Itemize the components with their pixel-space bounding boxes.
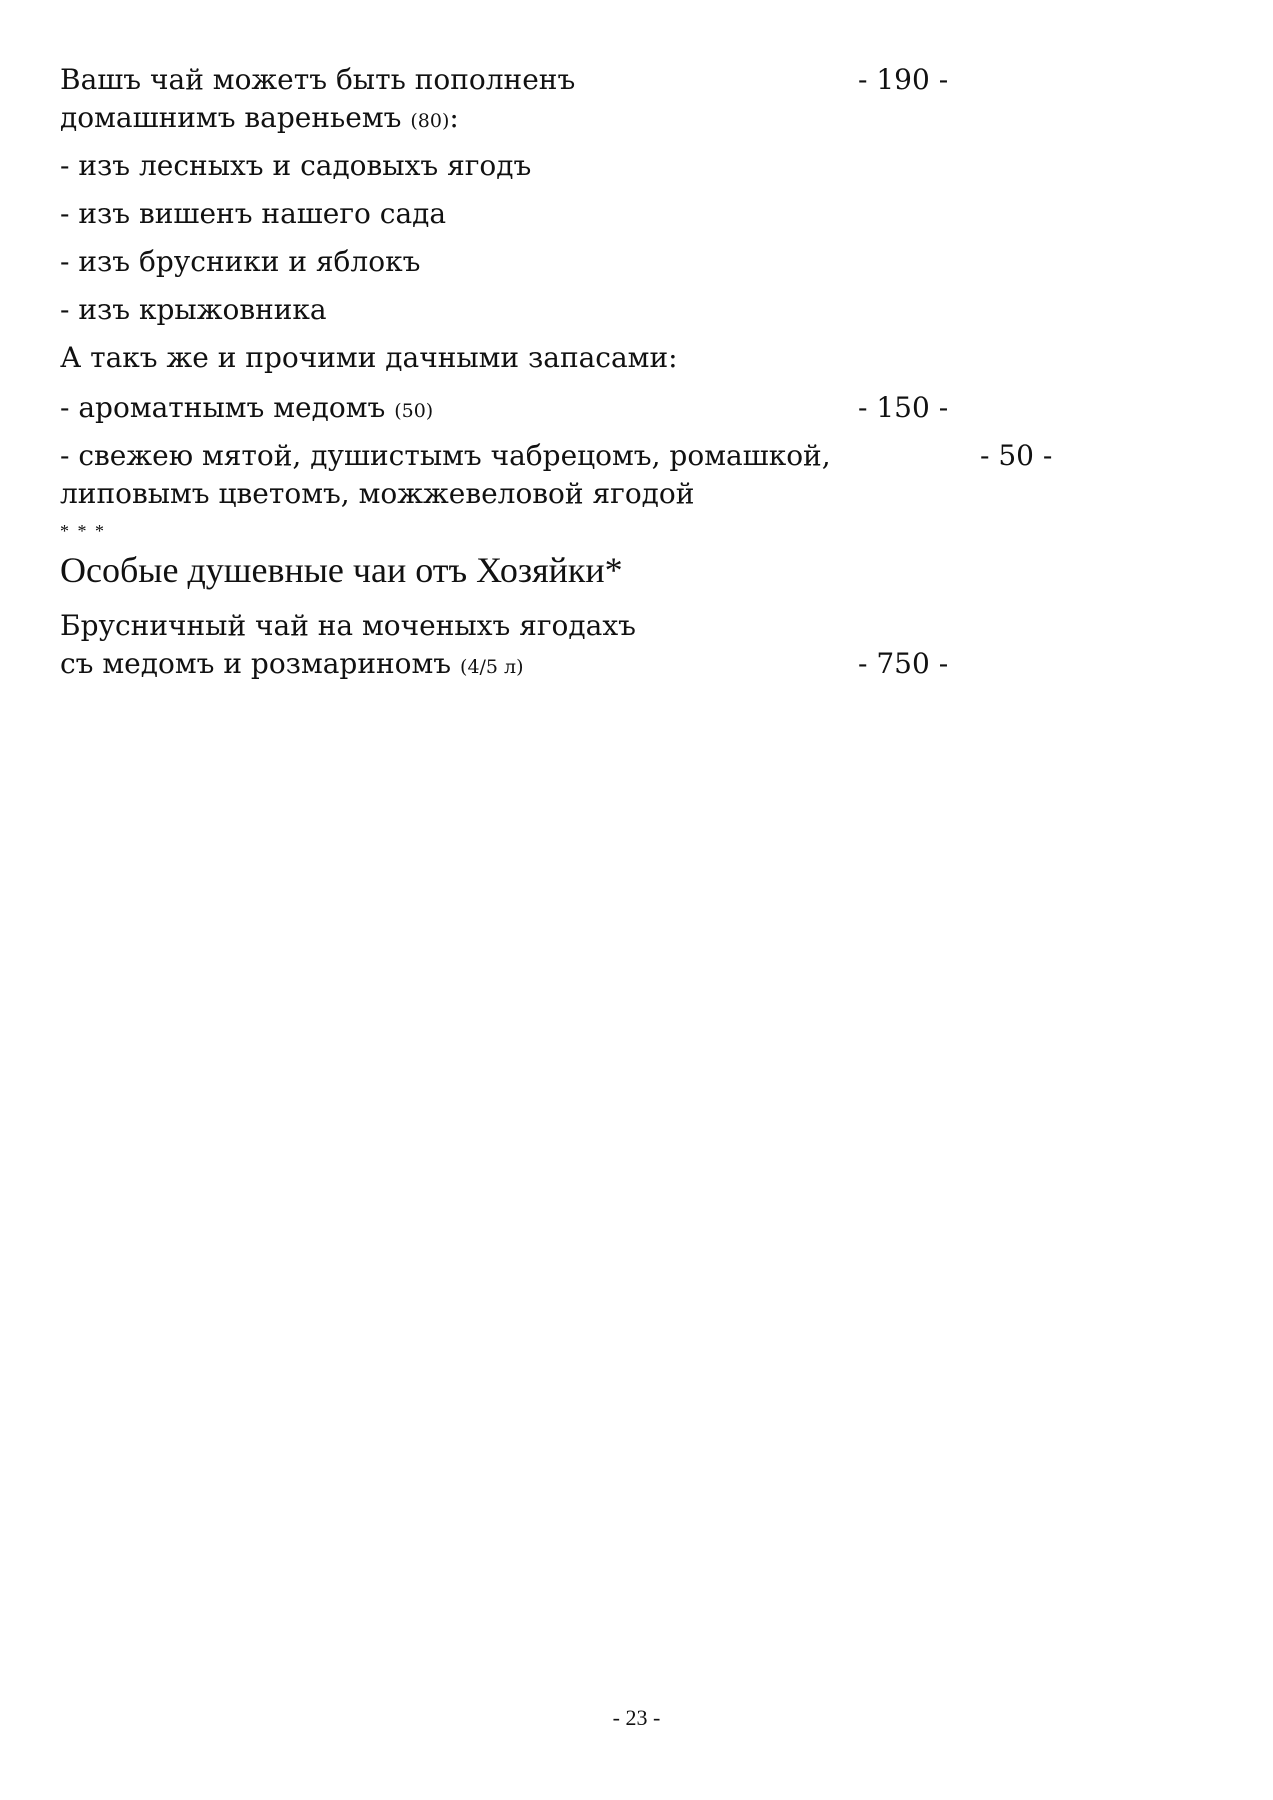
- page-number: - 23 -: [612, 1705, 661, 1730]
- section-divider: * * *: [60, 521, 106, 541]
- special-item-line2: [60, 646, 524, 685]
- honey-price: - 150 -: [858, 391, 949, 424]
- herbs-price: - 50 -: [980, 439, 1053, 472]
- jam-item-cherries: - изъ вишенъ нашего сада: [60, 197, 447, 230]
- special-heading: Особые душевные чаи отъ Хозяйки*: [60, 550, 623, 590]
- honey-label: - ароматнымъ медомъ: [60, 391, 386, 424]
- special-item-line1: Брусничный чай на моченыхъ ягодахъ: [60, 609, 636, 642]
- jam-price: - 190 -: [858, 63, 949, 96]
- herbs-line2: липовымъ цветомъ, можжевеловой ягодой: [60, 477, 695, 510]
- jam-intro-line2: [60, 100, 459, 139]
- jam-item-forest-berries: - изъ лесныхъ и садовыхъ ягодъ: [60, 149, 532, 182]
- special-item-text: съ медомъ и розмариномъ: [60, 647, 452, 680]
- honey-portion: (50): [394, 400, 434, 422]
- jam-item-lingonberry-apple: - изъ брусники и яблокъ: [60, 245, 421, 278]
- herbs-line1: - свежею мятой, душистымъ чабрецомъ, ромашкой,: [60, 439, 831, 472]
- jam-item-gooseberry: - изъ крыжовника: [60, 293, 327, 326]
- special-item-price: - 750 -: [858, 647, 949, 680]
- jam-intro-line1: Вашъ чай можетъ быть пополненъ: [60, 63, 576, 96]
- jam-colon: :: [449, 101, 459, 134]
- extras-honey: [60, 390, 433, 429]
- special-item-portion: (4/5 л): [460, 656, 524, 678]
- jam-portion: (80): [410, 110, 450, 132]
- jam-intro-text: домашнимъ вареньемъ: [60, 101, 402, 134]
- extras-heading: А такъ же и прочими дачными запасами:: [60, 341, 678, 374]
